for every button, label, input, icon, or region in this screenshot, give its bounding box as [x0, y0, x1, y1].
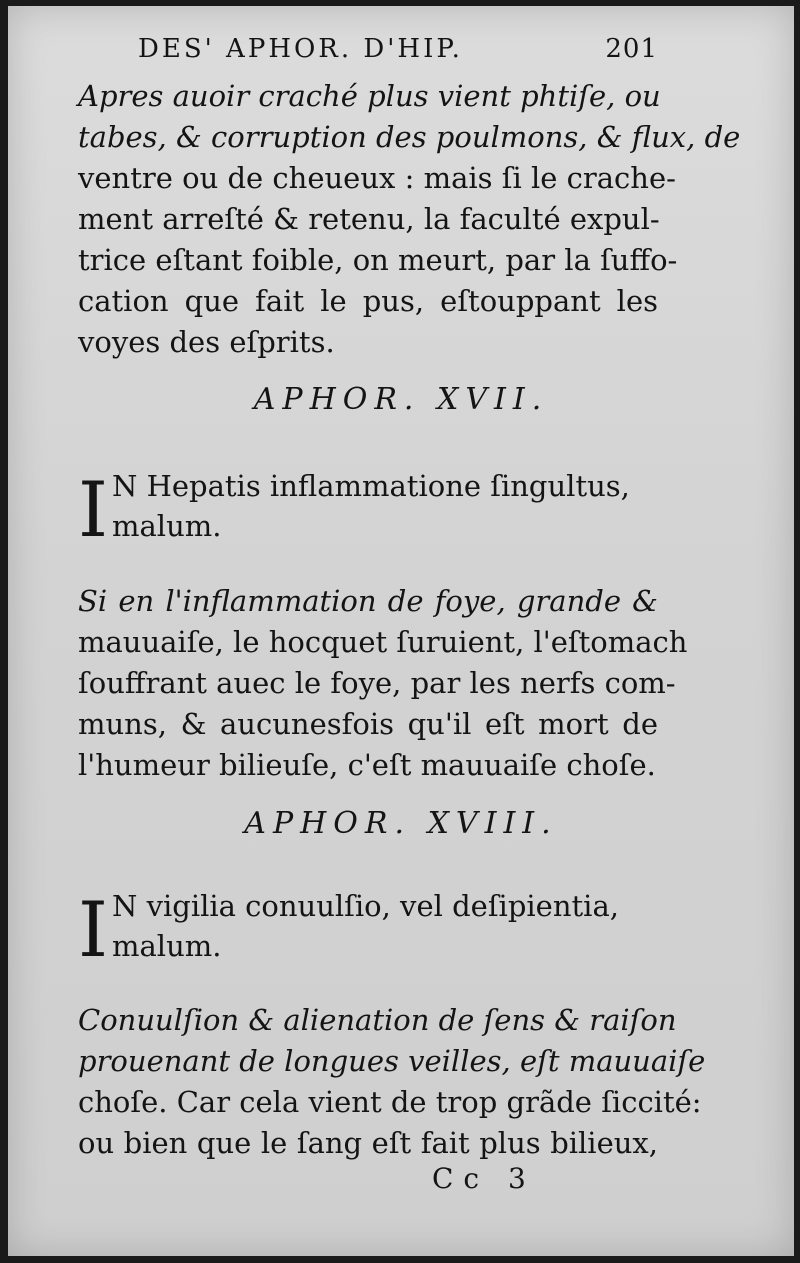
text-line: l'humeur bilieuſe, c'eſt mauuaiſe choſe. [78, 748, 656, 782]
latin-line: N Hepatis inflammatione ſingultus, [112, 469, 630, 503]
drop-cap: I [78, 465, 109, 554]
text-line: trice eſtant foible, on meurt, par la ſuffo- [78, 243, 678, 277]
book-page [8, 6, 794, 1256]
latin-line: malum. [112, 509, 222, 543]
text-line: voyes des eſprits. [78, 325, 335, 359]
signature-mark: Cc 3 [432, 1162, 536, 1195]
text-line: ou bien que le ſang eſt fait plus bilieux, [78, 1126, 658, 1160]
page-number: 201 [605, 34, 658, 64]
text-line: ventre ou de cheueux : mais ſi le crache- [78, 161, 676, 195]
french-paragraph [78, 1000, 706, 1164]
latin-text [78, 885, 658, 974]
drop-cap: I [78, 885, 109, 974]
text-line: muns, & aucunesfois qu'il eſt mort de [78, 707, 658, 741]
latin-line: malum. [112, 929, 222, 963]
text-line: ſouffrant auec le foye, par les nerfs com- [78, 666, 676, 700]
latin-line: N vigilia conuulſio, vel deſipientia, [112, 889, 619, 923]
intro-paragraph [78, 76, 741, 363]
aphorism-heading: APHOR. XVIII. [244, 806, 558, 841]
text-line: Apres auoir craché plus vient phtiſe, ou [78, 79, 661, 113]
aphorism-heading: APHOR. XVII. [253, 382, 549, 417]
text-line: mauuaiſe, le hocquet ſuruient, l'eſtomach [78, 625, 688, 659]
latin-text [78, 465, 658, 554]
text-line: prouenant de longues veilles, eſt mauuaiſe [78, 1044, 706, 1078]
text-line: cation que fait le pus, eſtouppant les [78, 284, 658, 318]
text-line: tabes, & corruption des poulmons, & flux, de [78, 120, 741, 154]
header-title: DES' APHOR. D'HIP. [138, 34, 463, 64]
french-paragraph [78, 581, 688, 786]
text-line: Si en l'inflammation de foye, grande & [78, 584, 658, 618]
text-line: ment arreſté & retenu, la faculté expul- [78, 202, 660, 236]
text-line: choſe. Car cela vient de trop grãde ſiccité: [78, 1085, 702, 1119]
text-line: Conuulſion & alienation de ſens & raiſon [78, 1003, 677, 1037]
